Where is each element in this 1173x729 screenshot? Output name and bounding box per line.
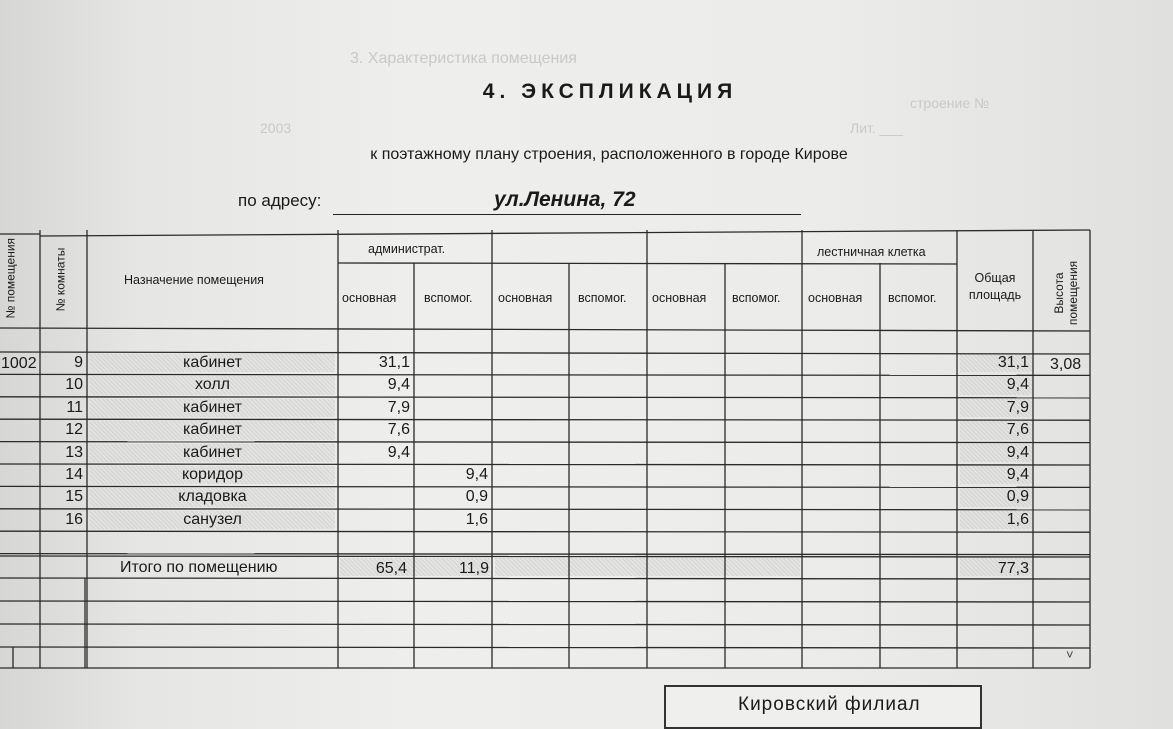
document-title: 4. ЭКСПЛИКАЦИЯ [482, 80, 738, 103]
room-purpose: кабинет [183, 443, 242, 461]
summary-admin-main: 65,4 [375, 560, 407, 577]
grid-line [0, 397, 1090, 398]
grid-line [0, 419, 1090, 420]
total-area: 7,6 [1006, 421, 1029, 439]
grid-line [0, 554, 1090, 555]
summary-label: Итого по помещению [120, 559, 278, 576]
grid-line [0, 328, 1090, 331]
admin-main-area: 7,6 [387, 421, 410, 439]
admin-aux-area: 0,9 [465, 488, 488, 506]
address-label: по адресу: [238, 191, 322, 210]
premises-number: 1002 [1, 355, 37, 372]
total-area: 9,4 [1006, 376, 1029, 394]
header-admin-group: администрат. [368, 242, 446, 256]
total-area: 1,6 [1006, 510, 1029, 528]
room-purpose: холл [194, 376, 231, 394]
total-area: 9,4 [1006, 466, 1029, 483]
room-number: 13 [65, 443, 83, 461]
summary-admin-aux: 11,9 [459, 560, 489, 577]
admin-main-area: 9,4 [387, 443, 410, 461]
admin-main-area: 9,4 [387, 376, 410, 394]
room-purpose: кабинет [183, 354, 242, 371]
stamp-text: Кировский филиал [738, 694, 921, 715]
room-purpose: санузел [183, 510, 242, 528]
document-subtitle: к поэтажному плану строения, расположенного в городе Кирове [370, 146, 848, 163]
header-total-area [962, 270, 1028, 304]
admin-main-area: 31,1 [378, 354, 410, 371]
grid-line [0, 556, 1090, 557]
room-number: 9 [74, 354, 83, 371]
admin-aux-area: 1,6 [465, 510, 488, 528]
grid-line [0, 486, 1090, 487]
header-aux-1: вспомог. [424, 291, 473, 305]
admin-aux-area: 9,4 [465, 466, 488, 483]
grid-line [0, 509, 1090, 510]
room-number: 10 [65, 376, 83, 394]
header-main-1: основная [342, 291, 397, 305]
grid-line [0, 374, 1090, 375]
room-number: 16 [65, 510, 83, 528]
room-number: 14 [65, 466, 83, 483]
grid-line [0, 624, 1090, 625]
grid-line [0, 464, 1090, 465]
grid-line [0, 531, 1090, 532]
total-area: 0,9 [1006, 488, 1029, 506]
admin-main-area: 7,9 [387, 398, 410, 416]
header-total-area-text: Общая площадь [968, 271, 1022, 302]
check-mark: ˅ [1066, 647, 1074, 662]
summary-total: 77,3 [997, 560, 1029, 577]
room-purpose: кладовка [178, 488, 247, 506]
room-height: 3,08 [1050, 356, 1082, 373]
address-value: ул.Ленина, 72 [494, 188, 636, 211]
grid-line [0, 601, 1090, 602]
total-area: 31,1 [997, 354, 1029, 371]
grid-line [0, 352, 1090, 354]
grid-line [0, 647, 1090, 648]
room-number: 12 [65, 421, 83, 439]
room-purpose: коридор [181, 466, 244, 483]
header-aux-4: вспомог. [888, 291, 937, 305]
header-aux-2: вспомог. [578, 291, 627, 305]
grid-line [0, 578, 1090, 579]
room-number: 15 [65, 488, 83, 506]
header-room-no: № комнаты [53, 247, 68, 312]
grid-line [0, 442, 1090, 443]
room-purpose: кабинет [183, 421, 242, 439]
header-main-4: основная [808, 291, 863, 305]
grid-line [40, 230, 1090, 236]
header-main-2: основная [498, 291, 553, 305]
total-area: 7,9 [1006, 398, 1029, 416]
header-aux-3: вспомог. [732, 291, 781, 305]
header-main-3: основная [652, 291, 707, 305]
room-number: 11 [66, 398, 83, 416]
header-premises-no: № помещения [3, 237, 18, 319]
header-stair-group: лестничная клетка [817, 245, 926, 259]
header-height: Высота помещения [1052, 260, 1080, 326]
total-area: 9,4 [1006, 443, 1029, 461]
room-purpose: кабинет [183, 398, 242, 416]
header-purpose: Назначение помещения [124, 273, 264, 287]
